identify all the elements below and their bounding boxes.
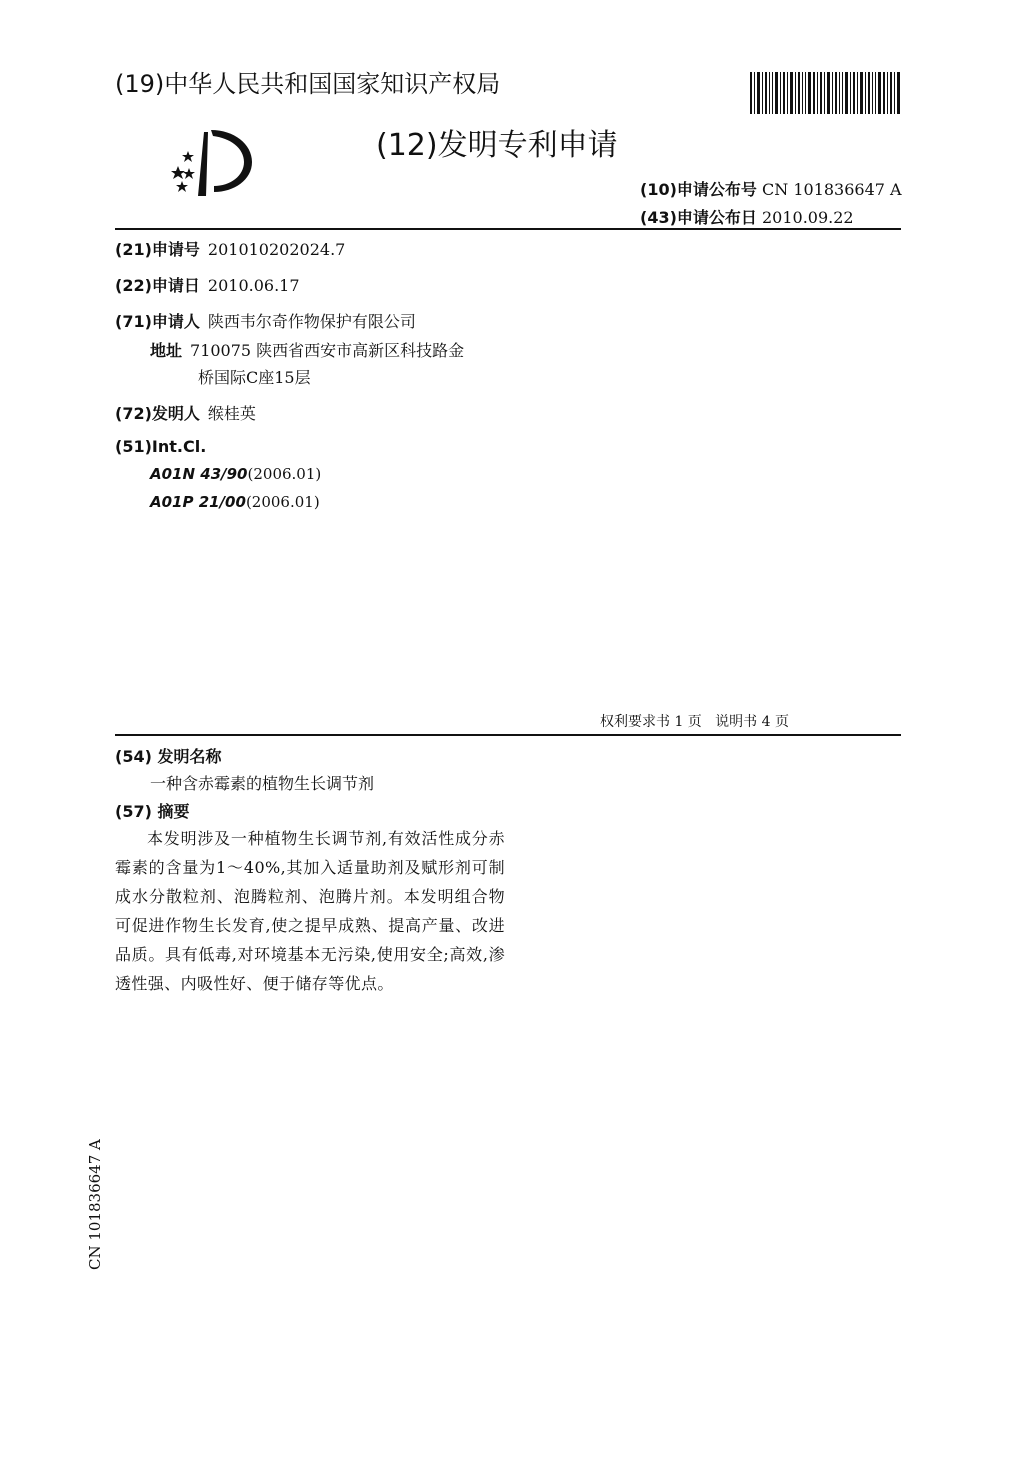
abstract-text: 本发明涉及一种植物生长调节剂,有效活性成分赤霉素的含量为1～40%,其加入适量助剂及赋形剂可制成水分散粒剂、泡腾粒剂、泡腾片剂。本发明组合物可促进作物生长发育,使之提早成熟、提高产量、改进品质。具有低毒,对环境基本无污染,使用安全;高效,渗透性强、内吸性好、便于储存等优点。: [115, 829, 505, 993]
office-name: (19)中华人民共和国国家知识产权局: [115, 70, 501, 98]
application-number-label: (21)申请号: [115, 240, 200, 259]
ipc-entry: [150, 493, 320, 511]
address-line-1: 710075 陕西省西安市高新区科技路金: [190, 341, 465, 360]
filing-date-value: 2010.06.17: [207, 276, 300, 295]
address-line-2: 桥国际C座15层: [198, 368, 311, 387]
application-number-value: 201010202024.7: [207, 240, 346, 259]
ipc-label: (51)Int.Cl.: [115, 437, 207, 456]
publication-number-label: (10)申请公布号: [640, 180, 757, 199]
publication-number: [640, 177, 902, 200]
header-divider: [115, 228, 901, 230]
side-publication-number: CN 101836647 A: [86, 1139, 104, 1270]
abstract-label: (57) 摘要: [115, 802, 190, 821]
inventor-label: (72)发明人: [115, 404, 200, 423]
ipc-version: (2006.01): [247, 465, 322, 483]
document-type-title: (12)发明专利申请: [376, 128, 618, 163]
applicant-label: (71)申请人: [115, 312, 200, 331]
ipc-code: A01N 43/90: [150, 465, 248, 483]
page-counts: 权利要求书 1 页 说明书 4 页: [600, 714, 789, 730]
filing-date-label: (22)申请日: [115, 276, 200, 295]
inventor-value: 缑桂英: [207, 404, 256, 423]
publication-date-label: (43)申请公布日: [640, 208, 757, 227]
publication-number-value: CN 101836647 A: [762, 180, 902, 199]
application-number: [115, 237, 345, 260]
inventor: [115, 401, 256, 424]
ipc-version: (2006.01): [245, 493, 320, 511]
invention-name: 一种含赤霉素的植物生长调节剂: [150, 774, 375, 793]
publication-date-value: 2010.09.22: [762, 208, 854, 227]
barcode-icon: [750, 72, 900, 114]
address-label: 地址: [150, 341, 183, 360]
section-divider: [115, 734, 901, 736]
publication-date: [640, 205, 854, 228]
cnipa-logo-icon: [164, 126, 256, 198]
applicant-value: 陕西韦尔奇作物保护有限公司: [207, 312, 416, 331]
ipc-code: A01P 21/00: [150, 493, 246, 511]
applicant: [115, 309, 416, 332]
filing-date: [115, 273, 300, 296]
invention-name-label: (54) 发明名称: [115, 747, 222, 766]
ipc-entry: [150, 465, 321, 483]
address: [150, 338, 464, 361]
